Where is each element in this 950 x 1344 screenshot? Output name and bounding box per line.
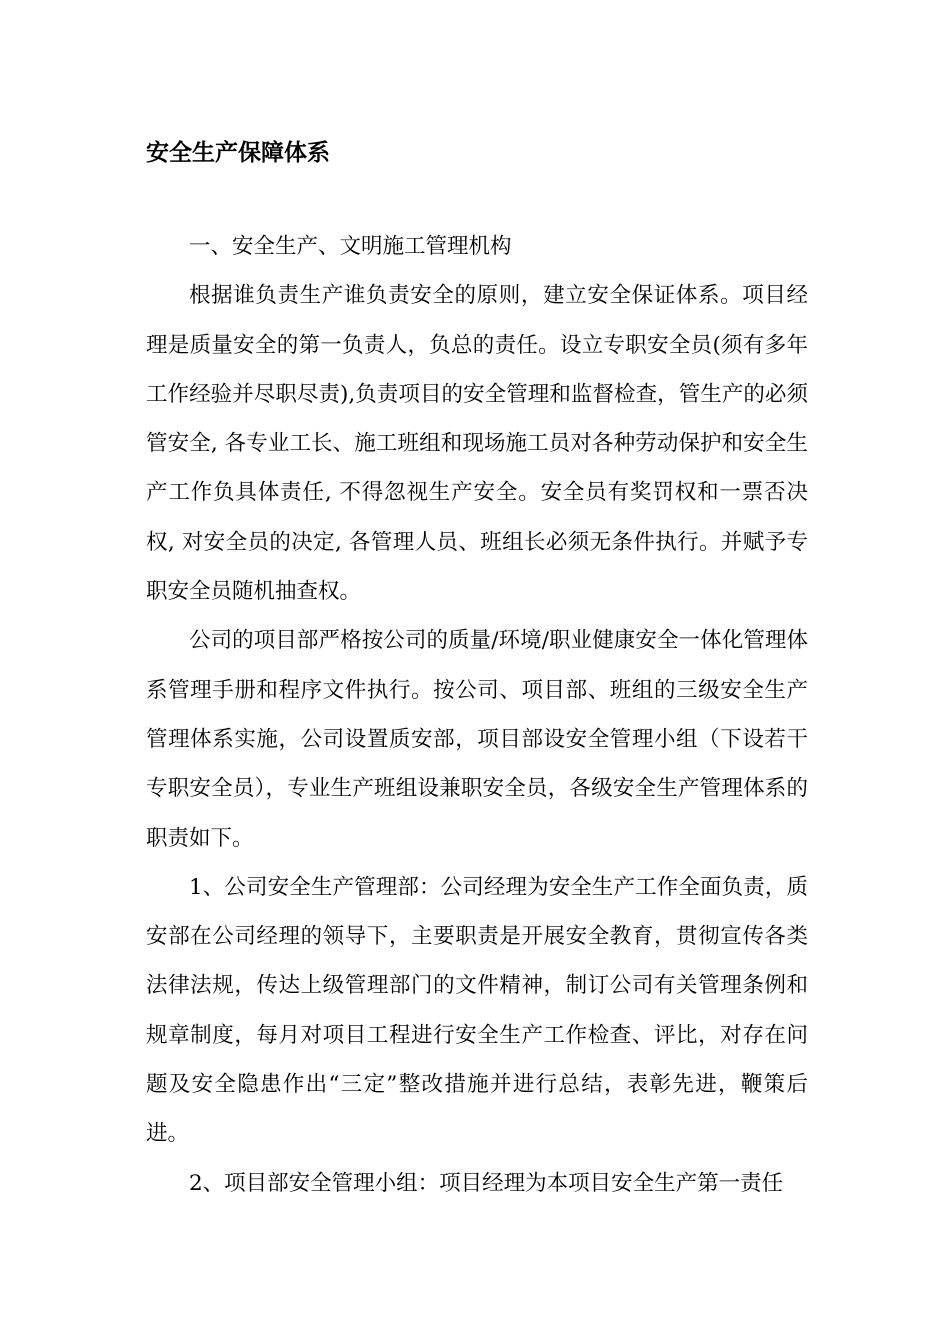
paragraph-project-group: 2、项目部安全管理小组：项目经理为本项目安全生产第一责任 xyxy=(189,1170,784,1196)
paragraph-safety-principle: 根据谁负责生产谁负责安全的原则，建立安全保证体系。项目经理是质量安全的第一负责人，负总的责任。设立专职安全员(须有多年工作经验并尽职尽责),负责项目的安全管理和监督检查，管生产的必须管安全, 各专业工长、施工班组和现场施工员对各种劳动保护和安全生产工作负具体责任, 不得忽视生产安全。安全员有奖罚权和一票否决权, 对安全员的决定, 各管理人员、班组长必须无条件执行。并赋予专职安全员随机抽查权。 xyxy=(146,283,808,605)
section-heading-1: 一、安全生产、文明施工管理机构 xyxy=(189,234,512,259)
document-body xyxy=(146,222,808,1208)
paragraph-management-system: 公司的项目部严格按公司的质量/环境/职业健康安全一体化管理体系管理手册和程序文件执行。按公司、项目部、班组的三级安全生产管理体系实施，公司设置质安部，项目部设安全管理小组（下设若干专职安全员），专业生产班组设兼职安全员，各级安全生产管理体系的职责如下。 xyxy=(146,628,808,851)
document-title: 安全生产保障体系 xyxy=(146,140,330,166)
paragraph-company-dept: 1、公司安全生产管理部：公司经理为安全生产工作全面负责，质安部在公司经理的领导下，主要职责是开展安全教育，贯彻宣传各类法律法规，传达上级管理部门的文件精神，制订公司有关管理条例和规章制度，每月对项目工程进行安全生产工作检查、评比，对存在问题及安全隐患作出“三定”整改措施并进行总结，表彰先进，鞭策后进。 xyxy=(146,874,808,1147)
